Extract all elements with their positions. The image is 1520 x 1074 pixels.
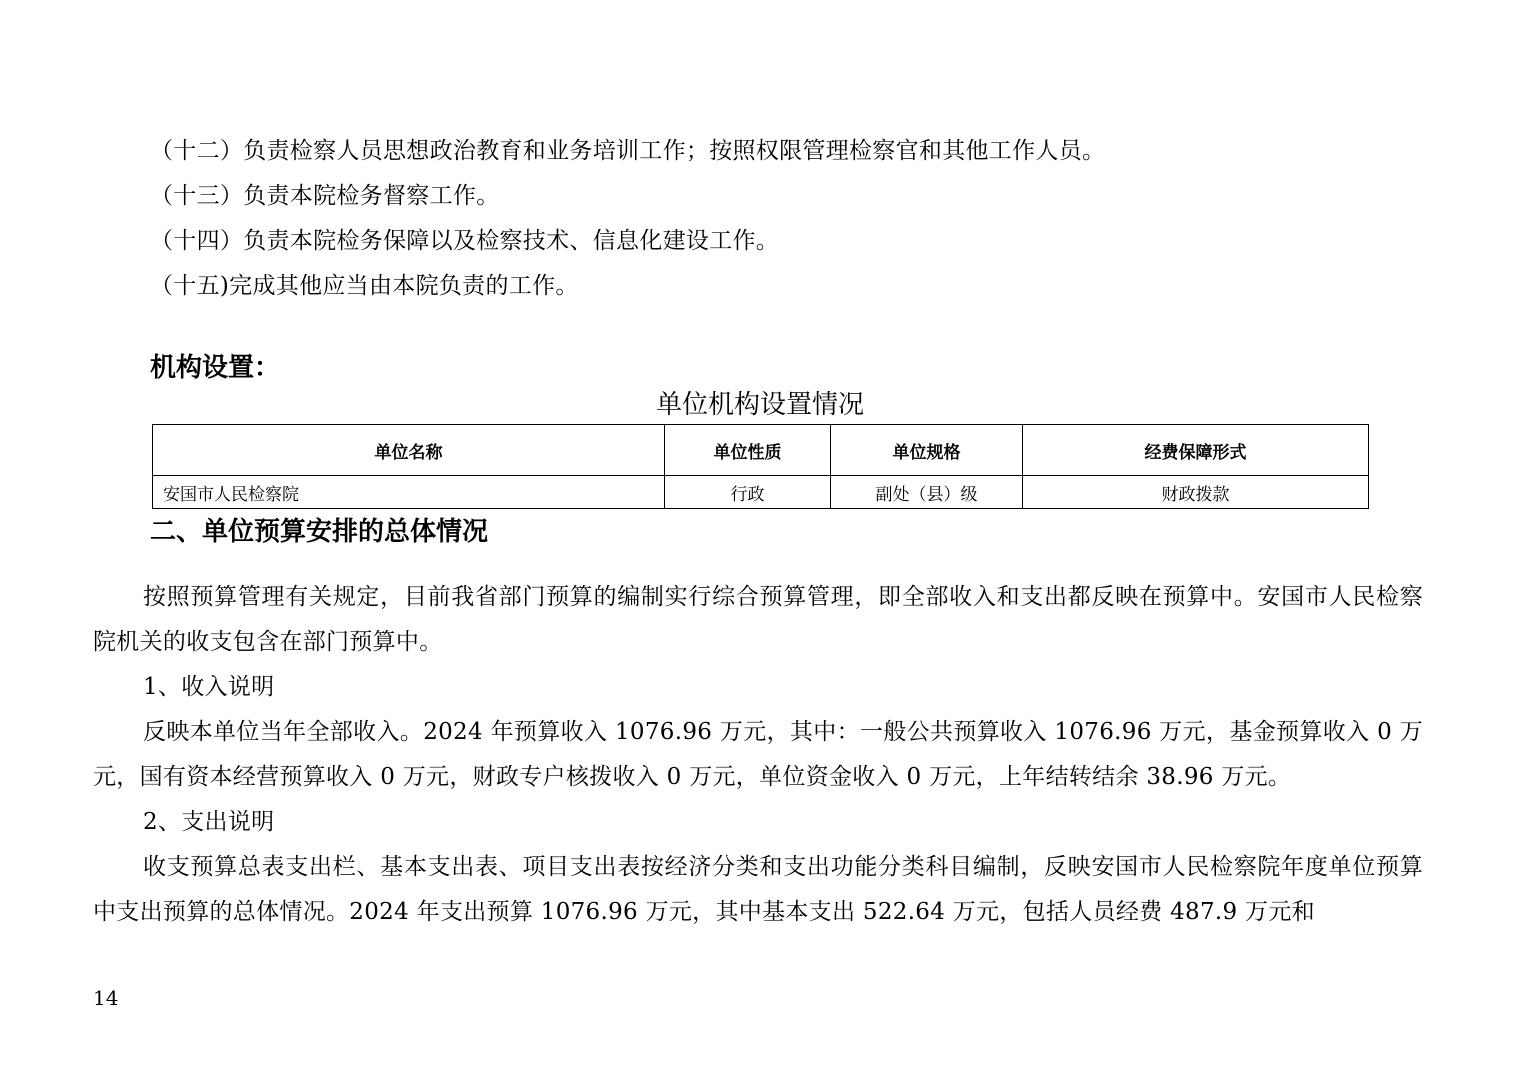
table-row (153, 476, 1369, 509)
table-header-row (153, 425, 1369, 476)
header-unit-name: 单位名称 (153, 425, 665, 476)
expense-heading: 2、支出说明 (143, 809, 275, 835)
budget-overview-heading: 二、单位预算安排的总体情况 (150, 517, 489, 547)
header-funding-form: 经费保障形式 (1023, 425, 1369, 476)
intro-paragraph: 按照预算管理有关规定，目前我省部门预算的编制实行综合预算管理，即全部收入和支出都反映在预算中。安国市人民检察院机关的收支包含在部门预算中。 (93, 584, 1423, 655)
income-heading: 1、收入说明 (143, 674, 275, 700)
header-unit-level: 单位规格 (831, 425, 1023, 476)
header-unit-nature: 单位性质 (665, 425, 831, 476)
org-structure-table (152, 424, 1369, 509)
page-number: 14 (93, 986, 119, 1010)
org-setup-heading: 机构设置： (150, 353, 281, 383)
cell-unit-nature: 行政 (665, 476, 831, 509)
duty-item-14: （十四）负责本院检务保障以及检察技术、信息化建设工作。 (150, 228, 780, 254)
duty-item-15: （十五)完成其他应当由本院负责的工作。 (150, 273, 579, 299)
duty-item-13: （十三）负责本院检务督察工作。 (150, 183, 500, 209)
cell-unit-name: 安国市人民检察院 (153, 476, 665, 509)
expense-paragraph: 收支预算总表支出栏、基本支出表、项目支出表按经济分类和支出功能分类科目编制，反映安国市人民检察院年度单位预算中支出预算的总体情况。2024 年支出预算 1076.96 万元，其中基本支出 522.64 万元，包括人员经费 487.9 万元和 (93, 854, 1423, 925)
duty-item-12: （十二）负责检察人员思想政治教育和业务培训工作；按照权限管理检察官和其他工作人员。 (150, 138, 1106, 164)
cell-unit-level: 副处（县）级 (831, 476, 1023, 509)
income-paragraph: 反映本单位当年全部收入。2024 年预算收入 1076.96 万元，其中：一般公共预算收入 1076.96 万元，基金预算收入 0 万元，国有资本经营预算收入 0 万元，财政专户核拨收入 0 万元，单位资金收入 0 万元，上年结转结余 38.96 万元。 (93, 719, 1423, 790)
cell-funding-form: 财政拨款 (1023, 476, 1369, 509)
table-caption: 单位机构设置情况 (655, 390, 864, 420)
